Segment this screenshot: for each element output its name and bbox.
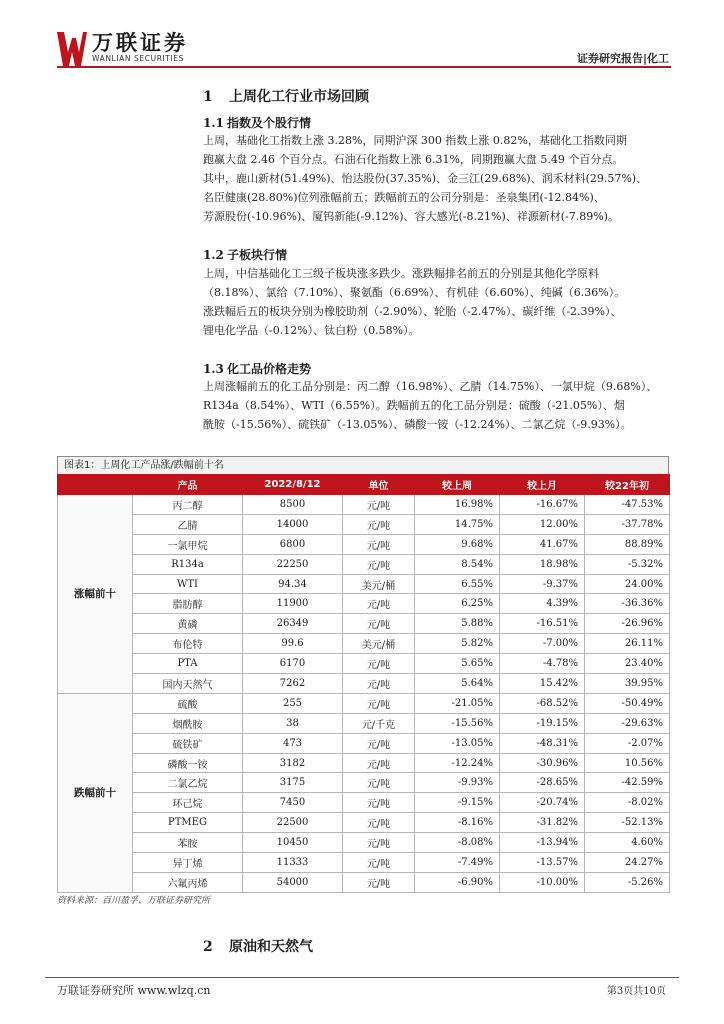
table-cell: PTA [133,654,243,674]
table-row [58,674,670,694]
table-cell: -2.07% [585,733,670,753]
table-cell: 3175 [243,773,343,793]
table-cell: -8.02% [585,793,670,813]
table-cell: 14.75% [415,514,500,534]
header-divider [57,66,671,68]
section-heading-1-1: 1.1 指数及个股行情 [203,116,312,130]
table-cell: -9.15% [415,793,500,813]
logo-english-name: WANLIAN SECURITIES [92,54,185,63]
table-cell: -13.57% [500,853,585,873]
footer-organization: 万联证券研究所 www.wlzq.cn [57,984,211,997]
table-cell: 24.27% [585,853,670,873]
table-cell: 5.82% [415,634,500,654]
table-cell: -10.00% [500,872,585,892]
table-cell: -13.05% [415,733,500,753]
table-cell: 元/吨 [343,813,415,833]
table-cell: 39.95% [585,674,670,694]
table-cell: 元/吨 [343,554,415,574]
table-cell: 元/吨 [343,853,415,873]
group-label: 涨幅前十 [58,495,133,694]
table-cell: -8.16% [415,813,500,833]
table-cell: 六氟丙烯 [133,872,243,892]
table-cell: -16.51% [500,614,585,634]
table-cell: 14000 [243,514,343,534]
column-header [58,475,133,495]
table-row [58,634,670,654]
table-cell: 41.67% [500,534,585,554]
table-cell: 元/吨 [343,594,415,614]
table-row [58,753,670,773]
table-cell: -4.78% [500,654,585,674]
table-cell: 磷酸一铵 [133,753,243,773]
table-cell: -29.63% [585,713,670,733]
table-row [58,654,670,674]
table-cell: 8.54% [415,554,500,574]
table-cell: 脂肪醇 [133,594,243,614]
table-cell: 7450 [243,793,343,813]
table-row [58,554,670,574]
table-row [58,793,670,813]
table-cell: -9.37% [500,574,585,594]
table-cell: 18.98% [500,554,585,574]
table-cell: 5.65% [415,654,500,674]
table-cell: 26.11% [585,634,670,654]
table-cell: 元/吨 [343,793,415,813]
table-cell: 15.42% [500,674,585,694]
table-row [58,534,670,554]
table-cell: 美元/桶 [343,634,415,654]
table-cell: 苯胺 [133,833,243,853]
table-cell: -7.49% [415,853,500,873]
table-cell: 22250 [243,554,343,574]
table-cell: -42.59% [585,773,670,793]
table-cell: PTMEG [133,813,243,833]
table-cell: 硫铁矿 [133,733,243,753]
table-cell: 美元/桶 [343,574,415,594]
table-cell: -52.13% [585,813,670,833]
table-cell: 10.56% [585,753,670,773]
table-row [58,833,670,853]
paragraph-sub-sectors: 上周，中信基础化工三级子板块涨多跌少。涨跌幅排名前五的分别是其他化学原料 （8.18%）、氯给（7.10%）、聚氨酯（6.69%）、有机硅（6.60%）、纯碱（6.36%）。 涨跌幅后五的板块分别为橡胶助剂（-2.90%）、轮胎（-2.47%）、碳纤维（-2.39%）、 锂电化学品（-0.12%）、钛白粉（0.58%）。 [203,267,626,337]
table-cell: 元/吨 [343,534,415,554]
table-cell: 元/吨 [343,753,415,773]
table-cell: 硫酸 [133,693,243,713]
footer-divider [45,977,679,978]
table-cell: -5.32% [585,554,670,574]
table-cell: WTI [133,574,243,594]
table-cell: 丙二醇 [133,495,243,515]
table-cell: 元/吨 [343,872,415,892]
table-cell: -6.90% [415,872,500,892]
table-cell: 环己烷 [133,793,243,813]
table-cell: 94.34 [243,574,343,594]
table-cell: 255 [243,693,343,713]
table-cell: 5.64% [415,674,500,694]
table-row [58,574,670,594]
table-row [58,713,670,733]
column-header: 较上周 [415,475,500,495]
wanlian-logo-icon [57,32,87,66]
table-row [58,614,670,634]
table-cell: 4.60% [585,833,670,853]
table-cell: 元/千克 [343,713,415,733]
table-cell: -37.78% [585,514,670,534]
table-cell: 布伦特 [133,634,243,654]
table-cell: 22500 [243,813,343,833]
table-cell: 烟酰胺 [133,713,243,733]
table-cell: 11900 [243,594,343,614]
column-header: 单位 [343,475,415,495]
table-cell: 6.55% [415,574,500,594]
column-header: 产品 [133,475,243,495]
table-cell: -47.53% [585,495,670,515]
section-heading-1: 1 上周化工行业市场回顾 [203,89,369,105]
chart-title: 图表1：上周化工产品涨/跌幅前十名 [57,456,669,474]
table-cell: 二氯乙烷 [133,773,243,793]
table-cell: 3182 [243,753,343,773]
price-change-table [57,474,670,893]
table-cell: -50.49% [585,693,670,713]
table-cell: 7262 [243,674,343,694]
group-label: 跌幅前十 [58,693,133,892]
table-cell: -16.67% [500,495,585,515]
table-cell: 元/吨 [343,733,415,753]
table-cell: -26.96% [585,614,670,634]
table-cell: -21.05% [415,693,500,713]
section-heading-2: 2 原油和天然气 [203,939,313,955]
source-note: 资料来源：百川盈孚、万联证券研究所 [57,896,211,906]
logo-chinese-name: 万联证券 [92,31,188,55]
table-header-row [58,475,670,495]
table-cell: -9.93% [415,773,500,793]
paragraph-prices: 上周涨幅前五的化工品分别是：丙二醇（16.98%）、乙腈（14.75%）、一氯甲烷（9.68%）、 R134a（8.54%）、WTI（6.55%）。跌幅前五的化工品分别是：硫酸（-21.05%）、烟 酰胺（-15.56%）、硫铁矿（-13.05%）、磷酸一铵（-12.24%）、二氯乙烷（-9.93%）。 [203,380,658,431]
table-cell: 8500 [243,495,343,515]
table-row [58,733,670,753]
table-cell: 元/吨 [343,693,415,713]
table-cell: 6.25% [415,594,500,614]
table-cell: 国内天然气 [133,674,243,694]
table-row [58,495,670,515]
table-cell: -36.36% [585,594,670,614]
table-cell: -30.96% [500,753,585,773]
table-cell: 16.98% [415,495,500,515]
table-cell: 24.00% [585,574,670,594]
table-cell: 元/吨 [343,495,415,515]
table-cell: 54000 [243,872,343,892]
table-cell: 9.68% [415,534,500,554]
table-cell: 38 [243,713,343,733]
table-cell: 5.88% [415,614,500,634]
table-cell: 6800 [243,534,343,554]
table-cell: -8.08% [415,833,500,853]
table-cell: 473 [243,733,343,753]
table-row [58,514,670,534]
table-cell: 26349 [243,614,343,634]
table-cell: 乙腈 [133,514,243,534]
table-row [58,773,670,793]
column-header: 较上月 [500,475,585,495]
table-cell: 元/吨 [343,614,415,634]
table-cell: 11333 [243,853,343,873]
table-cell: 12.00% [500,514,585,534]
table-cell: 88.89% [585,534,670,554]
table-cell: -7.00% [500,634,585,654]
table-cell: -5.26% [585,872,670,892]
table-cell: 黄磷 [133,614,243,634]
table-cell: -15.56% [415,713,500,733]
table-cell: -12.24% [415,753,500,773]
paragraph-index-stocks: 上周，基础化工指数上涨 3.28%，同期沪深 300 指数上涨 0.82%，基础化工指数同期 跑赢大盘 2.46 个百分点。石油石化指数上涨 6.31%，同期跑赢大盘 5.49 个百分点。 其中，鹿山新材(51.49%)、怡达股份(37.35%)、金三江(29.68%)、润禾材料(29.57%)、 名臣健康(28.80%)位列涨幅前五；跌幅前五的公司分别是：圣泉集团(-12.84%)、 芳源股份(-10.96%)、厦钨新能(-9.12%)、容大感光(-8.21%)、祥源新材(-7.89%)。 [203,134,648,223]
table-cell: -28.65% [500,773,585,793]
table-cell: 元/吨 [343,773,415,793]
table-cell: 元/吨 [343,654,415,674]
company-logo [57,32,188,66]
table-cell: -48.31% [500,733,585,753]
table-cell: -68.52% [500,693,585,713]
table-cell: 元/吨 [343,833,415,853]
table-cell: -19.15% [500,713,585,733]
column-header: 2022/8/12 [243,475,343,495]
table-cell: -13.94% [500,833,585,853]
section-heading-1-2: 1.2 子板块行情 [203,248,288,262]
table-cell: 10450 [243,833,343,853]
table-cell: 元/吨 [343,514,415,534]
table-cell: -31.82% [500,813,585,833]
table-cell: 6170 [243,654,343,674]
table-cell: 异丁烯 [133,853,243,873]
table-row [58,872,670,892]
table-cell: 元/吨 [343,674,415,694]
table-cell: -20.74% [500,793,585,813]
report-type: 证券研究报告|化工 [576,52,669,65]
table-cell: 4.39% [500,594,585,614]
table-row [58,693,670,713]
table-cell: 99.6 [243,634,343,654]
table-body [58,495,670,893]
table-cell: 一氯甲烷 [133,534,243,554]
table-row [58,813,670,833]
page-number: 第3页共10页 [606,986,666,997]
table-row [58,594,670,614]
table-cell: 23.40% [585,654,670,674]
page-header [0,0,724,68]
table-row [58,853,670,873]
section-heading-1-3: 1.3 化工品价格走势 [203,362,312,376]
column-header: 较22年初 [585,475,670,495]
table-cell: R134a [133,554,243,574]
